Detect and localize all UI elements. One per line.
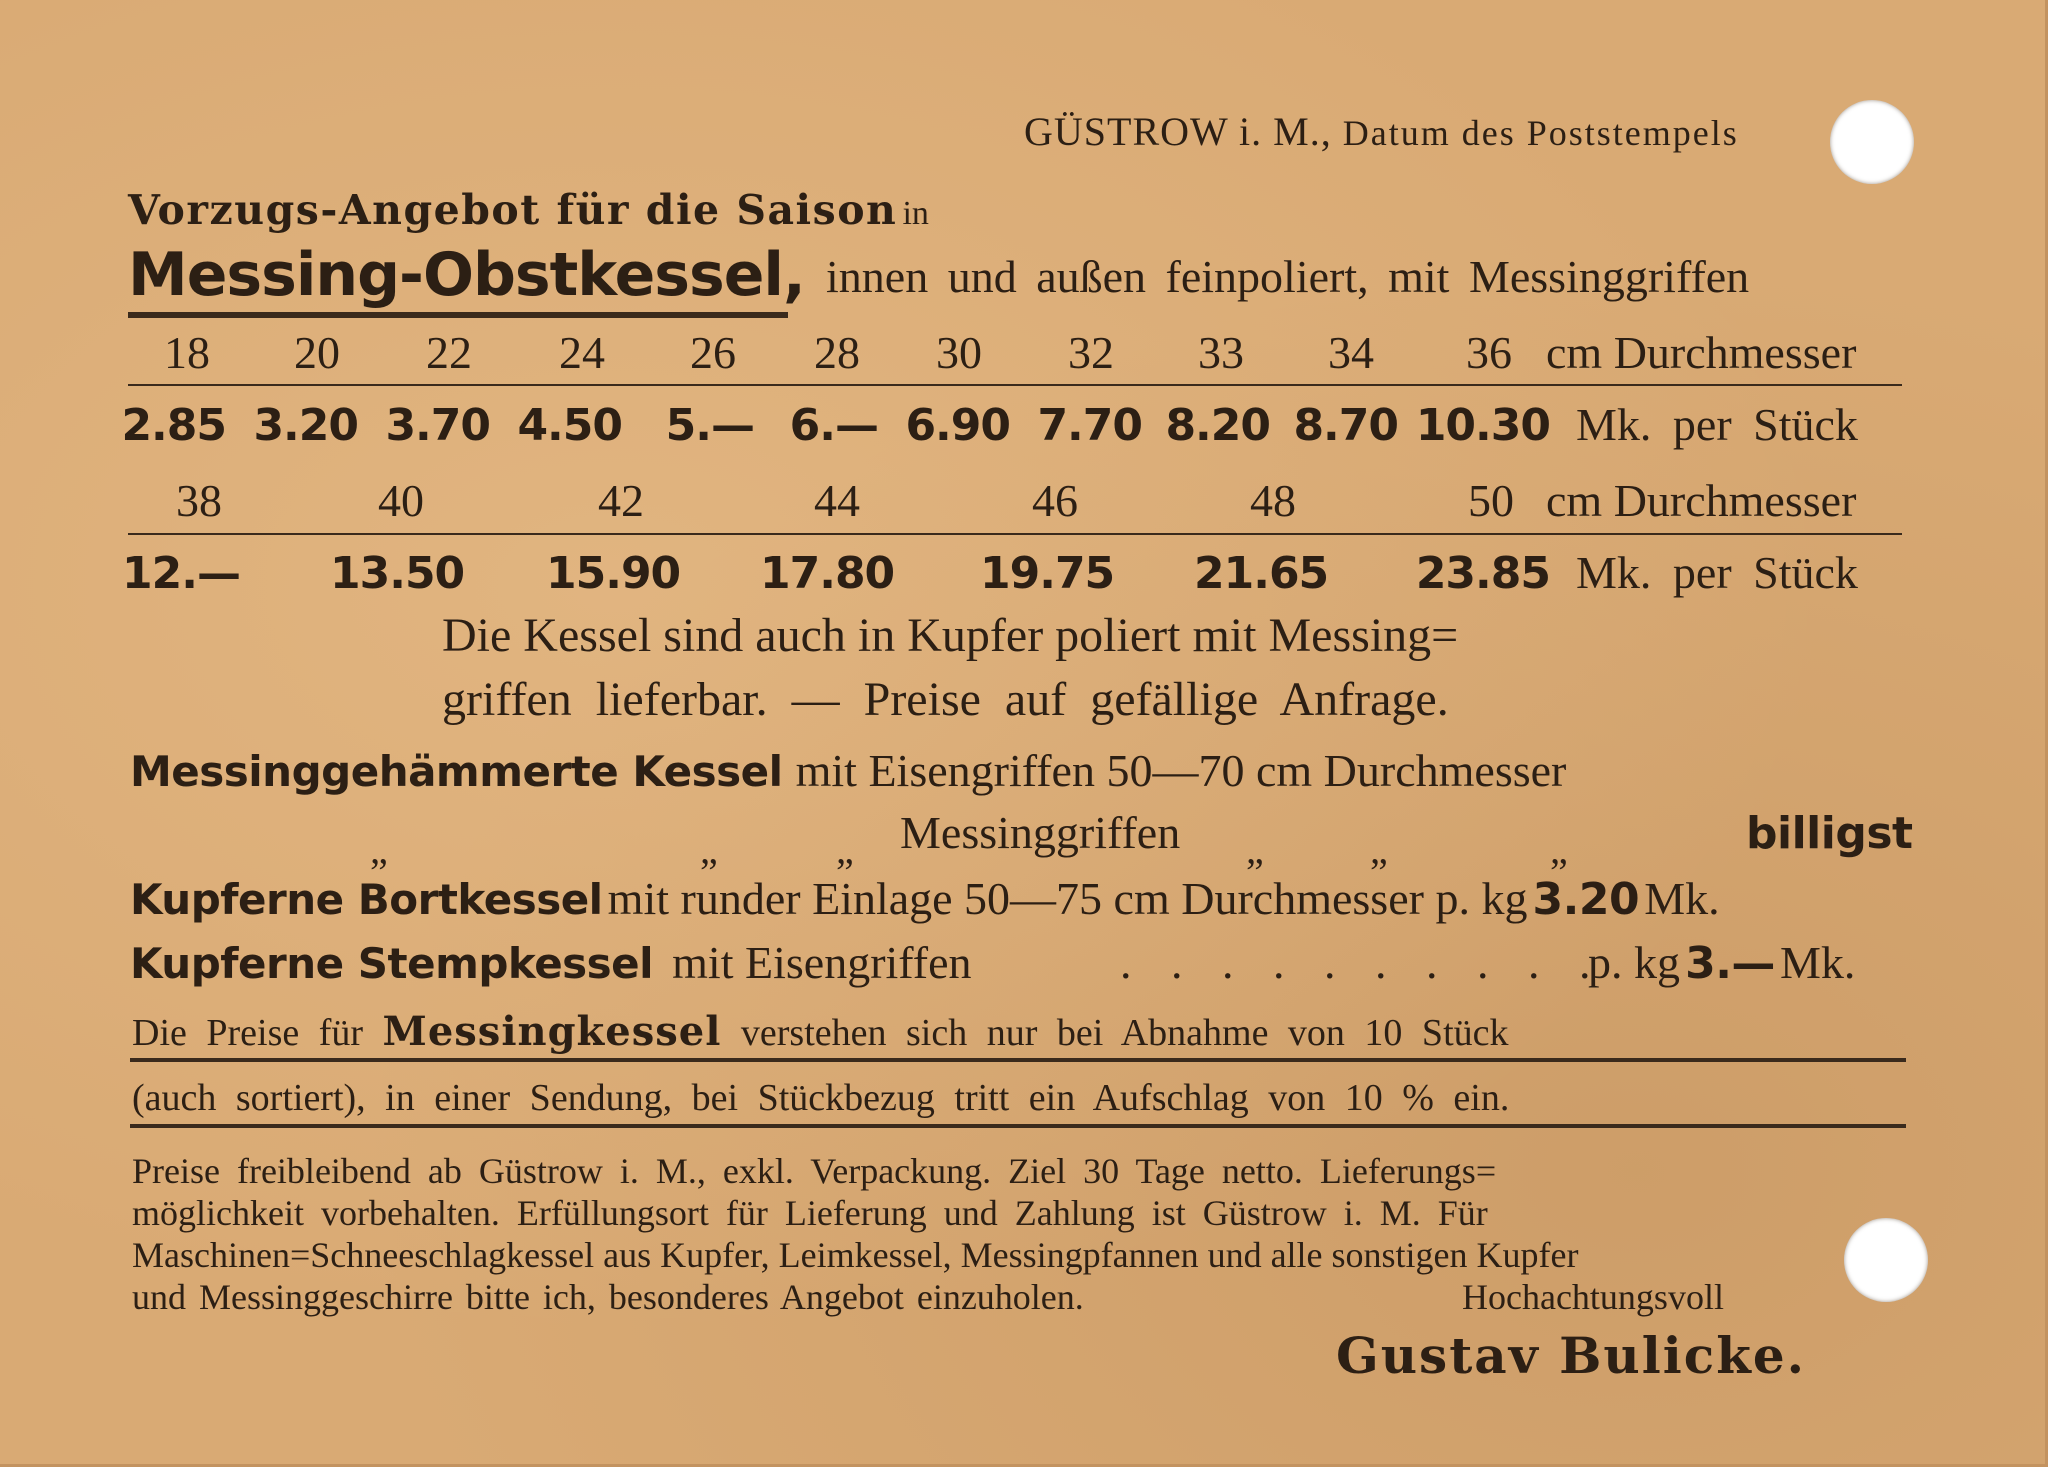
size-cell: 28 <box>814 327 860 378</box>
price-cell: 8.20 <box>1165 400 1270 451</box>
offer-text: Vorzugs-Angebot für die Saison <box>128 186 898 234</box>
table2-size-unit: cm Durchmesser <box>1546 475 1857 526</box>
price-cell: 15.90 <box>546 548 681 599</box>
ditto-mark: „ <box>836 827 854 872</box>
ditto-mark: „ <box>1550 827 1568 872</box>
price-cell: 13.50 <box>330 548 465 599</box>
bortkessel-unit: Mk. <box>1644 873 1720 924</box>
footer-line4: und Messinggeschirre bitte ich, besonderes Angebot einzuholen. <box>132 1277 1084 1317</box>
hammered-line2: Messinggriffen <box>900 807 1181 858</box>
table2-divider <box>128 533 1902 535</box>
hammered-price: billigst <box>1746 808 1913 859</box>
offer-suffix: in <box>902 195 929 232</box>
price-cell: 7.70 <box>1037 400 1142 451</box>
header <box>1024 108 1739 155</box>
stempkessel-leader: . . . . . . . . . . <box>1120 937 1605 988</box>
price-cell: 2.85 <box>121 400 226 451</box>
hammered-row <box>130 744 1566 797</box>
title-underline <box>128 312 788 318</box>
size-cell: 26 <box>690 327 736 378</box>
size-cell: 50 <box>1468 475 1514 526</box>
price-cell: 19.75 <box>980 548 1115 599</box>
size-cell: 40 <box>378 475 424 526</box>
size-cell: 38 <box>176 475 222 526</box>
table2-price-unit: Mk. per Stück <box>1576 547 1858 598</box>
size-cell: 24 <box>559 327 605 378</box>
bortkessel-price: 3.20 <box>1532 874 1640 925</box>
signature: Gustav Bulicke. <box>1336 1326 1807 1385</box>
copper-note-line1: Die Kessel sind auch in Kupfer poliert mit Messing= <box>442 609 1459 662</box>
size-cell: 30 <box>936 327 982 378</box>
conditions-underline-1 <box>130 1058 1906 1062</box>
size-cell: 33 <box>1198 327 1244 378</box>
footer-line2: möglichkeit vorbehalten. Erfüllungsort für Lieferung und Zahlung ist Güstrow i. M. Für <box>132 1193 1488 1233</box>
ditto-mark: „ <box>1246 827 1264 872</box>
footer-line3: Maschinen=Schneeschlagkessel aus Kupfer, Leimkessel, Messingpfannen und alle sonstigen Kupfer <box>132 1235 1579 1275</box>
ditto-mark: „ <box>700 827 718 872</box>
ditto-mark: „ <box>1370 827 1388 872</box>
header-date-note: Datum des Poststempels <box>1342 113 1739 153</box>
stempkessel-unit: Mk. <box>1780 937 1856 988</box>
size-cell: 48 <box>1250 475 1296 526</box>
price-cell: 5.— <box>665 400 754 451</box>
size-cell: 22 <box>426 327 472 378</box>
hammered-line1: mit Eisengriffen 50—70 cm Durchmesser <box>795 745 1567 796</box>
footer-line1: Preise freibleibend ab Güstrow i. M., exkl. Verpackung. Ziel 30 Tage netto. Lieferungs= <box>132 1151 1497 1191</box>
footer-closing: Hochachtungsvoll <box>1462 1277 1724 1317</box>
punch-hole-bottom <box>1844 1218 1928 1302</box>
size-cell: 36 <box>1466 327 1512 378</box>
size-cell: 32 <box>1068 327 1114 378</box>
hammered-name: Messinggehämmerte Kessel <box>130 747 783 796</box>
price-cell: 12.— <box>122 548 240 599</box>
stempkessel-text: mit Eisengriffen <box>672 937 972 988</box>
size-cell: 46 <box>1032 475 1078 526</box>
ditto-mark: „ <box>370 827 388 872</box>
table1-size-unit: cm Durchmesser <box>1546 327 1857 378</box>
price-cell: 17.80 <box>760 548 895 599</box>
conditions-underline-2 <box>130 1124 1906 1128</box>
table1-price-unit: Mk. per Stück <box>1576 399 1858 450</box>
header-place: GÜSTROW i. M., <box>1024 109 1332 154</box>
price-cell: 21.65 <box>1194 548 1329 599</box>
size-cell: 18 <box>164 327 210 378</box>
price-cell: 8.70 <box>1293 400 1398 451</box>
stempkessel-price-group <box>1588 936 1855 989</box>
conditions-line1 <box>132 1008 1509 1055</box>
punch-hole-top <box>1830 100 1914 184</box>
product-description: innen und außen feinpoliert, mit Messinggriffen <box>826 251 1750 302</box>
stempkessel-name: Kupferne Stempkessel <box>130 939 654 988</box>
stempkessel-price: 3.— <box>1685 938 1775 989</box>
size-cell: 42 <box>598 475 644 526</box>
size-cell: 44 <box>814 475 860 526</box>
conditions-line2: (auch sortiert), in einer Sendung, bei Stückbezug tritt ein Aufschlag von 10 % ein. <box>132 1077 1510 1119</box>
copper-note-line2: griffen lieferbar. — Preise auf gefällige Anfrage. <box>442 673 1449 726</box>
size-cell: 34 <box>1328 327 1374 378</box>
conditions-line1-a: Die Preise für <box>132 1012 364 1054</box>
price-cell: 3.70 <box>385 400 490 451</box>
bortkessel-name: Kupferne Bortkessel <box>130 875 603 924</box>
size-cell: 20 <box>294 327 340 378</box>
bortkessel-row <box>130 872 1720 925</box>
table1-divider <box>128 384 1902 386</box>
stempkessel-per: p. kg <box>1588 937 1680 988</box>
price-cell: 6.— <box>789 400 878 451</box>
conditions-line1-c: verstehen sich nur bei Abnahme von 10 Stück <box>740 1012 1509 1054</box>
offer-line <box>128 186 929 234</box>
stempkessel-row <box>130 936 972 989</box>
bortkessel-text: mit runder Einlage 50—75 cm Durchmesser p. kg <box>607 873 1528 924</box>
price-cell: 4.50 <box>517 400 622 451</box>
product-title: Messing-Obstkessel, <box>128 240 805 310</box>
price-cell: 6.90 <box>905 400 1010 451</box>
price-cell: 23.85 <box>1415 548 1550 599</box>
conditions-line1-b: Messingkessel <box>382 1008 722 1055</box>
price-cell: 3.20 <box>253 400 358 451</box>
price-cell: 10.30 <box>1415 400 1550 451</box>
